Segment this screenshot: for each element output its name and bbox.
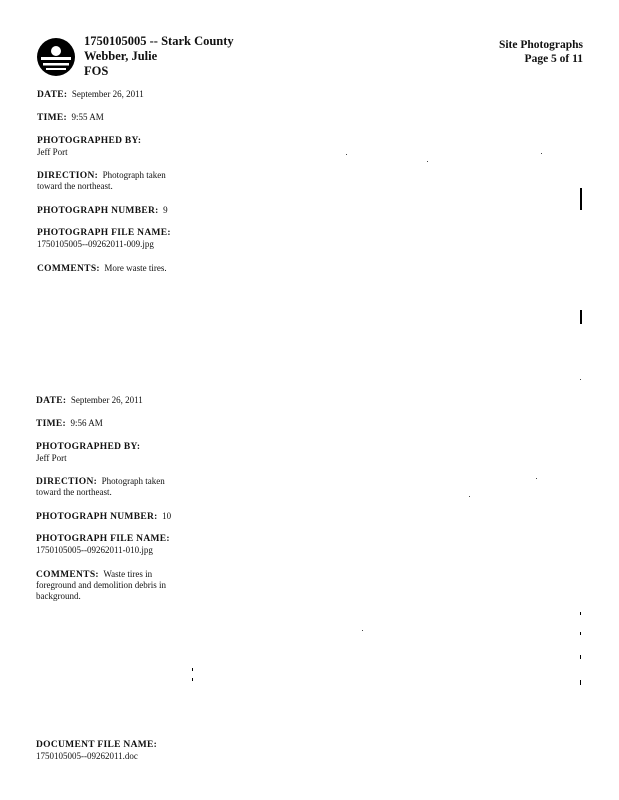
scan-artifact-mark	[580, 655, 581, 659]
photo-number-label: PHOTOGRAPH NUMBER:	[37, 206, 159, 216]
photo-file-label: PHOTOGRAPH FILE NAME:	[36, 534, 170, 544]
document-file-label: DOCUMENT FILE NAME:	[36, 740, 158, 750]
scan-artifact-mark	[192, 678, 193, 681]
document-footer	[36, 740, 157, 762]
comments-value-line3: background.	[36, 591, 81, 601]
direction-value-line1: Photograph taken	[102, 170, 166, 180]
time-value: 9:55 AM	[71, 112, 104, 122]
scan-artifact-dot	[346, 154, 347, 155]
comments-value-line2: foreground and demolition debris in	[36, 580, 166, 590]
scan-artifact-dot	[362, 630, 363, 631]
comments-label: COMMENTS:	[36, 570, 99, 580]
document-title: Site Photographs	[498, 39, 583, 51]
comments-value-line1: More waste tires.	[104, 263, 167, 273]
document-title-block	[499, 38, 583, 66]
scan-artifact-dot	[580, 379, 581, 380]
site-header	[84, 34, 234, 79]
time-value: 9:56 AM	[70, 418, 103, 428]
scan-artifact-mark	[580, 188, 582, 210]
date-label: DATE:	[36, 396, 67, 406]
direction-label: DIRECTION:	[37, 171, 99, 181]
photographed-by-label: PHOTOGRAPHED BY:	[37, 136, 142, 146]
date-value: September 26, 2011	[70, 395, 143, 405]
scan-artifact-mark	[580, 310, 582, 324]
photo-file-value: 1750105005--09262011-010.jpg	[36, 545, 153, 555]
direction-value-line2: toward the northeast.	[37, 181, 113, 191]
time-label: TIME:	[37, 113, 67, 123]
photographer-value: Jeff Port	[36, 453, 67, 463]
photo-number-value: 9	[163, 205, 168, 215]
photo-file-value: 1750105005--09262011-009.jpg	[37, 239, 154, 249]
time-label: TIME:	[36, 419, 66, 429]
photo-number-value: 10	[162, 511, 172, 521]
comments-value-line1: Waste tires in	[103, 569, 153, 579]
scan-artifact-mark	[192, 668, 193, 671]
page-number: Page 5 of 11	[524, 53, 583, 65]
comments-label: COMMENTS:	[37, 264, 100, 274]
site-id-county: 1750105005 -- Stark County	[84, 34, 234, 48]
date-value: September 26, 2011	[71, 89, 144, 99]
scan-artifact-dot	[536, 478, 537, 479]
photographed-by-label: PHOTOGRAPHED BY:	[36, 442, 141, 452]
photo-number-label: PHOTOGRAPH NUMBER:	[36, 512, 158, 522]
direction-label: DIRECTION:	[36, 477, 98, 487]
scan-artifact-mark	[580, 612, 581, 615]
direction-value-line2: toward the northeast.	[36, 487, 112, 497]
inspection-type: FOS	[84, 64, 109, 78]
document-file-value: 1750105005--09262011.doc	[36, 751, 138, 761]
inspector-name: Webber, Julie	[84, 49, 158, 63]
agency-seal-icon	[36, 37, 76, 77]
scan-artifact-mark	[580, 632, 581, 635]
scan-artifact-dot	[427, 161, 428, 162]
photo-file-label: PHOTOGRAPH FILE NAME:	[37, 228, 171, 238]
date-label: DATE:	[37, 90, 68, 100]
direction-value-line1: Photograph taken	[101, 476, 165, 486]
scan-artifact-dot	[541, 153, 542, 154]
scan-artifact-mark	[580, 680, 581, 685]
scan-artifact-dot	[469, 496, 470, 497]
photographer-value: Jeff Port	[37, 147, 68, 157]
